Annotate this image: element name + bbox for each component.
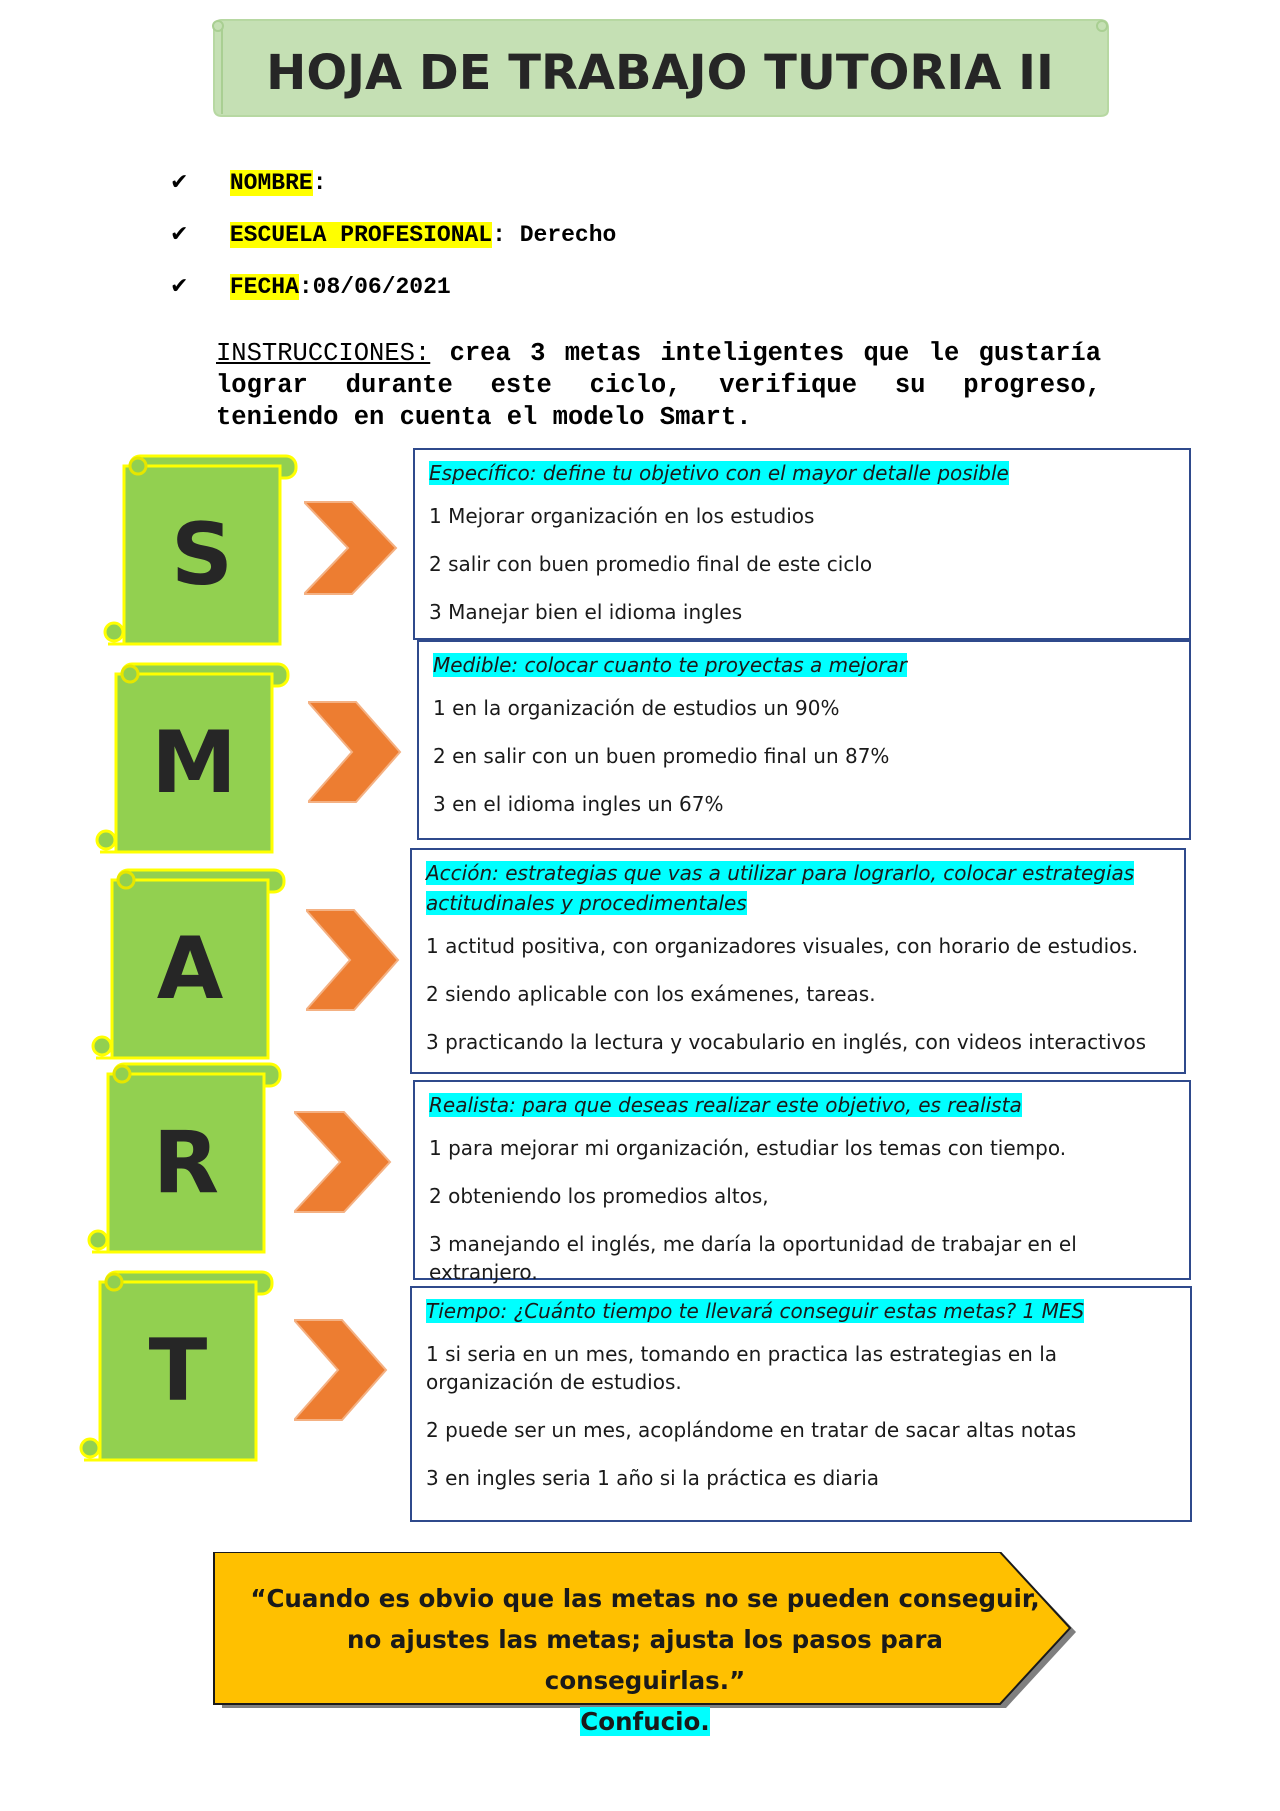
field-nombre xyxy=(170,168,327,198)
list-item: 2 salir con buen promedio final de este ciclo xyxy=(429,552,873,576)
smart-box-s xyxy=(413,448,1191,640)
chevron-right-icon xyxy=(304,500,400,596)
list-item: 3 practicando la lectura y vocabulario en inglés, con videos interactivos xyxy=(426,1030,1146,1054)
smart-letter: T xyxy=(148,1321,208,1421)
instructions xyxy=(216,338,1101,434)
list-item: 2 puede ser un mes, acoplándome en tratar de sacar altas notas xyxy=(426,1418,1077,1442)
field-value: : xyxy=(312,170,327,196)
field-label: FECHA xyxy=(229,274,299,300)
chevron-right-icon xyxy=(294,1318,390,1422)
smart-box-r xyxy=(413,1080,1191,1284)
quote-text: “Cuando es obvio que las metas no se pueden conseguir, no ajustes las metas; ajusta los pasos para conseguirlas.” xyxy=(250,1584,1040,1695)
list-item: 1 si seria en un mes, tomando en practica las estrategias en la organización de estudios. xyxy=(426,1342,1058,1394)
smart-letter: R xyxy=(152,1113,220,1213)
list-item: 3 Manejar bien el idioma ingles xyxy=(429,600,743,624)
page-title: HOJA DE TRABAJO TUTORIA II xyxy=(266,45,1054,101)
check-icon: ✔ xyxy=(170,222,189,247)
check-icon: ✔ xyxy=(170,274,189,299)
smart-box-m xyxy=(417,640,1191,840)
list-item: 1 en la organización de estudios un 90% xyxy=(433,696,840,720)
field-value: : Derecho xyxy=(492,222,617,248)
box-heading: Tiempo: ¿Cuánto tiempo te llevará conseguir estas metas? 1 MES xyxy=(426,1299,1085,1323)
list-item: 3 manejando el inglés, me daría la oportunidad de trabajar en el extranjero. xyxy=(429,1232,1077,1284)
quote xyxy=(250,1578,1040,1742)
instructions-text: crea 3 metas inteligentes que le gustaría lograr durante este ciclo, verifique su progreso, teniendo en cuenta el modelo Smart. xyxy=(216,339,1101,432)
list-item: 2 siendo aplicable con los exámenes, tareas. xyxy=(426,982,876,1006)
field-value: :08/06/2021 xyxy=(298,274,451,300)
check-icon: ✔ xyxy=(170,170,189,195)
smart-letter: S xyxy=(171,505,233,605)
chevron-right-icon xyxy=(294,1110,394,1214)
list-item: 1 Mejorar organización en los estudios xyxy=(429,504,815,528)
box-heading: Medible: colocar cuanto te proyectas a mejorar xyxy=(433,653,907,677)
field-label: NOMBRE xyxy=(229,170,313,196)
field-fecha xyxy=(170,272,451,302)
box-heading: Realista: para que deseas realizar este objetivo, es realista xyxy=(429,1093,1022,1117)
smart-letter: M xyxy=(151,713,237,813)
field-label: ESCUELA PROFESIONAL xyxy=(229,222,493,248)
list-item: 2 en salir con un buen promedio final un 87% xyxy=(433,744,890,768)
list-item: 3 en ingles seria 1 año si la práctica es diaria xyxy=(426,1466,880,1490)
chevron-right-icon xyxy=(308,700,404,804)
box-heading: Específico: define tu objetivo con el mayor detalle posible xyxy=(429,461,1009,485)
smart-box-t xyxy=(410,1286,1192,1522)
list-item: 1 actitud positiva, con organizadores visuales, con horario de estudios. xyxy=(426,934,1139,958)
quote-author: Confucio. xyxy=(580,1707,710,1736)
box-heading: Acción: estrategias que vas a utilizar para lograrlo, colocar estrategias actitudinales y procedimentales xyxy=(426,861,1135,915)
instructions-label: INSTRUCCIONES: xyxy=(216,339,431,368)
list-item: 1 para mejorar mi organización, estudiar los temas con tiempo. xyxy=(429,1136,1067,1160)
field-escuela xyxy=(170,220,616,250)
list-item: 2 obteniendo los promedios altos, xyxy=(429,1184,769,1208)
smart-box-a xyxy=(410,848,1186,1074)
list-item: 3 en el idioma ingles un 67% xyxy=(433,792,724,816)
chevron-right-icon xyxy=(306,908,402,1012)
smart-letter: A xyxy=(156,919,224,1019)
